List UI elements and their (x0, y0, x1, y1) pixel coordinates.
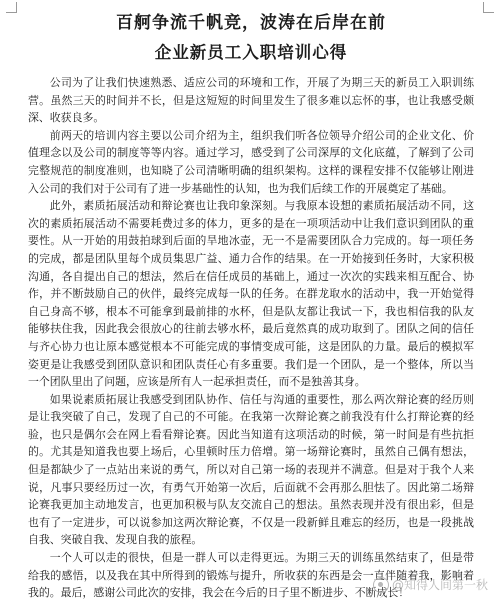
document-title: 百舸争流千帆竞，波涛在后岸在前 (116, 13, 386, 33)
document-page (28, 12, 474, 602)
watermark-text: @知得人间第一秋 (391, 578, 488, 592)
page-corner-mark-top-right (483, 2, 494, 13)
logo-icon (373, 577, 389, 593)
watermark (373, 576, 488, 593)
document-body (28, 74, 474, 602)
paragraph: 公司为了让我们快速熟悉、适应公司的环境和工作，开展了为期三天的新员工入职训练营。虽然三天的时间并不长，但是这短短的时间里发生了很多难以忘怀的事，也让我感受颇深、收获良多。 (28, 76, 474, 125)
paragraph: 此外，素质拓展活动和辩论赛也让我印象深刻。与我原本设想的素质拓展活动不同，这次的素质拓展活动不需要耗费过多的体力，更多的是在一项项活动中让我们意识到团队的重要性。从一开始的用鼓拍球到后面的旱地冰壶，无一不是需要团队合力完成的。每一项任务的完成，都是团队里每个成员集思广益、通力合作的结果。在一开始接到任务时，大家积极沟通，各自提出自己的想法，然后在信任成员的基础上，通过一次次的实践来相互配合、协作，并不断鼓励自己的伙伴，最终完成每一队的任务。在群龙取水的活动中，我一开始觉得自己身高不够，根本不可能拿到最前排的水杯，但是队友都让我试一下，我也相信我的队友能够扶住我，因此我会很放心的往前去够水杯，最后竟然真的成功取到了。团队之间的信任与齐心协力也让原本感觉根本不可能完成的事情变成可能，这是团队的力量。最后的模拟军姿更是让我感受到团队意识和团队责任心有多重要。我们是一个团队，是一个整体，所以当一个团队里出了问题，应该是所有人一起承担责任，而不是独善其身。 (28, 199, 474, 389)
document-subtitle: 企业新员工入职培训心得 (154, 43, 348, 62)
paragraph: 前两天的培训内容主要以公司介绍为主，组织我们听各位领导介绍公司的企业文化、价值理念以及公司的制度等等内容。通过学习，感受到了公司深厚的文化底蕴，了解到了公司完整规范的制度准则，也知晓了公司清晰明确的组织架构。这样的课程安排不仅能够让刚进入公司的我们对于公司有了进一步基础性的认知，也为我们后续工作的开展奠定了基础。 (28, 128, 474, 195)
paragraph: 如果说素质拓展让我感受到团队协作、信任与沟通的重要性，那么两次辩论赛的经历则是让我突破了自己，发现了自己的不可能。在我第一次辩论赛之前我没有什么打辩论赛的经验，也只是偶尔会在网上看看辩论赛。因此当知道有这项活动的时候，第一时间是有些抗拒的。尤其是知道我也要上场后，心里顿时压力倍增。第一场辩论赛时，虽然自己偶有想法，但是都缺少了一点站出来说的勇气，所以对自己第一场的表现并不满意。但是对于我个人来说，凡事只要经历过一次，有勇气开始第一次后，后面就不会再那么胆怯了。因此第二场辩论赛我更加主动地发言，也更加积极与队友交流自己的想法。虽然表现并没有很出彩，但是也有了一定进步，可以说参加这两次辩论赛，不仅是一段新鲜且难忘的经历，也是一段挑战自我、突破自我、发现自我的旅程。 (28, 392, 474, 547)
page-corner-mark-top-left (6, 2, 17, 13)
paragraph: 一个人可以走的很快，但是一群人可以走得更远。为期三天的训练虽然结束了，但是带给我的感悟，以及我在其中所得到的锻炼与提升，所收获的东西是会一直伴随着我，影响着我的。最后，感谢公司此次的安排，我会在今后的日子里不断进步、不断成长！ (28, 551, 474, 600)
